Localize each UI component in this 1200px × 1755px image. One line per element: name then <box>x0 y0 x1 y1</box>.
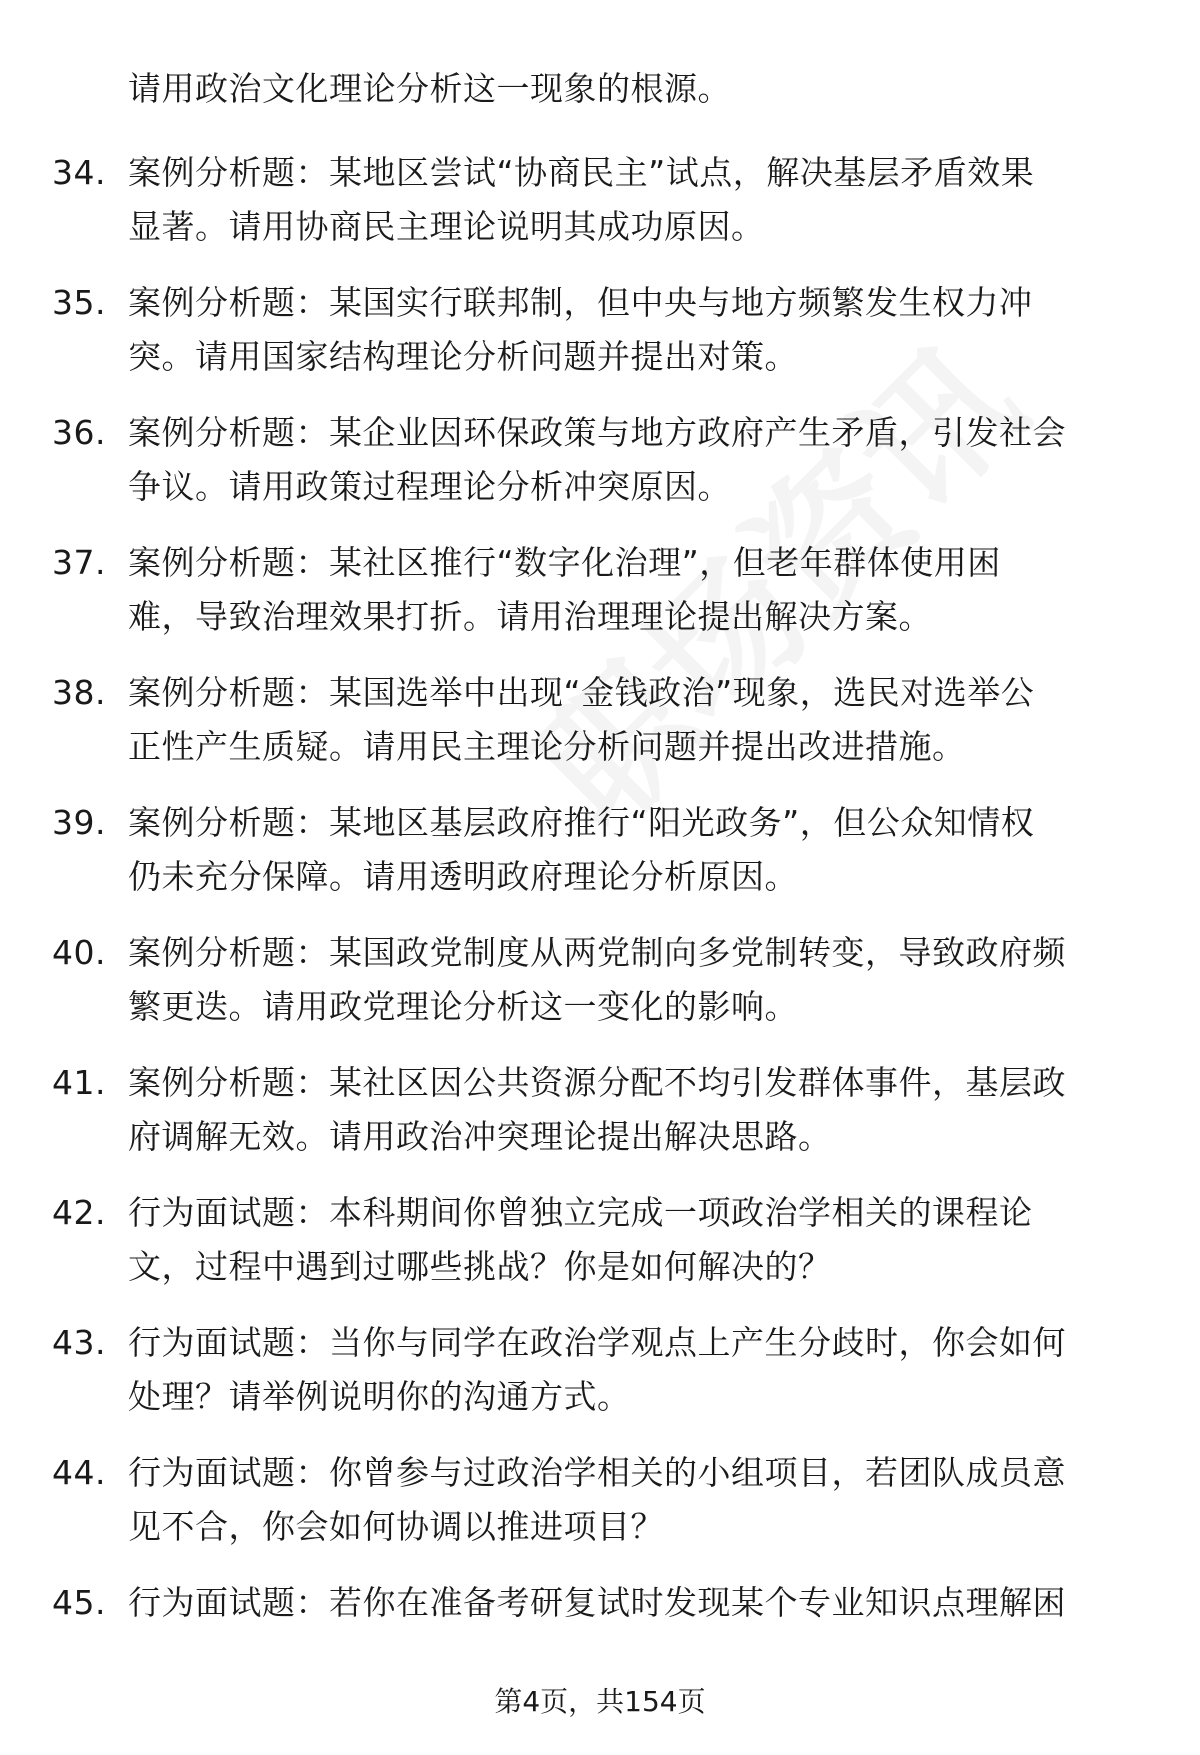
page-number-footer: 第4页，共154页 <box>494 1685 706 1718</box>
question-text <box>128 666 1138 774</box>
question-text-line: 繁更迭。请用政党理论分析这一变化的影响。 <box>128 987 798 1026</box>
question-number: 40. <box>52 933 106 972</box>
question-text-line: 行为面试题：若你在准备考研复试时发现某个专业知识点理解困 <box>128 1583 1066 1622</box>
question-text-line: 案例分析题：某企业因环保政策与地方政府产生矛盾，引发社会 <box>128 413 1066 452</box>
question-number: 42. <box>52 1193 106 1232</box>
question-number: 38. <box>52 673 106 712</box>
question-text-line: 案例分析题：某国实行联邦制，但中央与地方频繁发生权力冲 <box>128 283 1033 322</box>
question-text-line: 难，导致治理效果打折。请用治理理论提出解决方案。 <box>128 597 932 636</box>
question-item <box>0 1050 1200 1180</box>
question-item <box>0 1570 1200 1700</box>
question-text <box>128 1316 1138 1424</box>
question-number: 45. <box>52 1583 106 1622</box>
question-text <box>128 536 1138 644</box>
question-text <box>128 146 1138 254</box>
question-text-line: 仍未充分保障。请用透明政府理论分析原因。 <box>128 857 798 896</box>
question-text <box>128 926 1138 1034</box>
question-text-line: 争议。请用政策过程理论分析冲突原因。 <box>128 467 731 506</box>
question-text <box>128 1186 1138 1294</box>
question-text-line: 案例分析题：某国选举中出现“金钱政治”现象，选民对选举公 <box>128 673 1035 712</box>
question-item <box>0 1180 1200 1310</box>
question-item <box>0 790 1200 920</box>
question-text-line: 案例分析题：某社区推行“数字化治理”，但老年群体使用困 <box>128 543 1001 582</box>
question-text <box>128 1056 1138 1164</box>
question-text-line: 行为面试题：你曾参与过政治学相关的小组项目，若团队成员意 <box>128 1453 1066 1492</box>
question-item <box>0 1440 1200 1570</box>
question-item <box>0 1310 1200 1440</box>
question-number: 34. <box>52 153 106 192</box>
question-text-line: 案例分析题：某社区因公共资源分配不均引发群体事件，基层政 <box>128 1063 1066 1102</box>
question-item <box>0 140 1200 270</box>
question-text <box>128 1446 1138 1554</box>
question-list <box>0 140 1200 1700</box>
question-text-line: 行为面试题：本科期间你曾独立完成一项政治学相关的课程论 <box>128 1193 1033 1232</box>
question-number: 39. <box>52 803 106 842</box>
question-number: 41. <box>52 1063 106 1102</box>
question-item <box>0 530 1200 660</box>
question-number: 37. <box>52 543 106 582</box>
question-text <box>128 1576 1138 1630</box>
question-number: 35. <box>52 283 106 322</box>
question-text <box>128 406 1138 514</box>
question-text-line: 正性产生质疑。请用民主理论分析问题并提出改进措施。 <box>128 727 966 766</box>
question-text-line: 文，过程中遇到过哪些挑战？你是如何解决的？ <box>128 1247 832 1286</box>
question-text <box>128 796 1138 904</box>
question-text-line: 突。请用国家结构理论分析问题并提出对策。 <box>128 337 798 376</box>
question-text-line: 显著。请用协商民主理论说明其成功原因。 <box>128 207 765 246</box>
question-text-line: 处理？请举例说明你的沟通方式。 <box>128 1377 631 1416</box>
question-item <box>0 400 1200 530</box>
question-text <box>128 276 1138 384</box>
question-text-line: 案例分析题：某地区尝试“协商民主”试点，解决基层矛盾效果 <box>128 153 1035 192</box>
question-number: 44. <box>52 1453 106 1492</box>
question-text-line: 见不合，你会如何协调以推进项目？ <box>128 1507 664 1546</box>
question-text-line: 行为面试题：当你与同学在政治学观点上产生分歧时，你会如何 <box>128 1323 1066 1362</box>
question-text-line: 案例分析题：某国政党制度从两党制向多党制转变，导致政府频 <box>128 933 1066 972</box>
question-item <box>0 270 1200 400</box>
question-number: 43. <box>52 1323 106 1362</box>
question-number: 36. <box>52 413 106 452</box>
question-text-line: 案例分析题：某地区基层政府推行“阳光政务”，但公众知情权 <box>128 803 1035 842</box>
question-item <box>0 660 1200 790</box>
continued-question-text: 请用政治文化理论分析这一现象的根源。 <box>128 69 731 108</box>
question-item <box>0 920 1200 1050</box>
question-text-line: 府调解无效。请用政治冲突理论提出解决思路。 <box>128 1117 832 1156</box>
